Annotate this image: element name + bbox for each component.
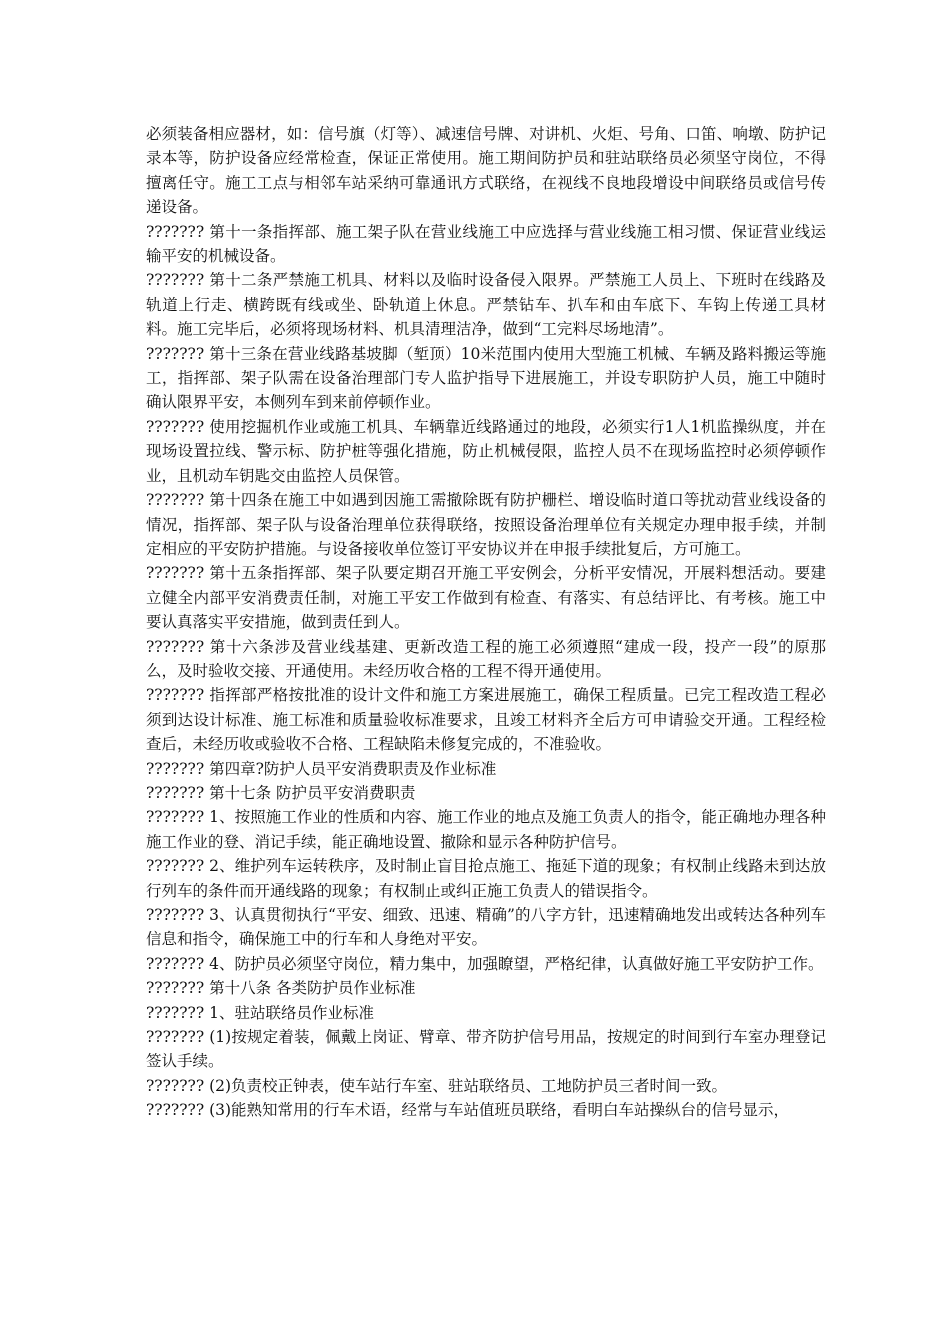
paragraph-duty-2: ??????? 2、维护列车运转秩序，及时制止盲目抢点施工、拖延下道的现象；有权制止线路未到达放行列车的条件而开通线路的现象；有权制止或纠正施工负责人的错误指令。 <box>146 857 826 900</box>
article-18-heading: ??????? 第十八条 各类防护员作业标准 <box>146 979 416 998</box>
paragraph-equipment-requirements: 必须装备相应器材，如：信号旗（灯等）、减速信号牌、对讲机、火炬、号角、口笛、响墩、防护记录本等，防护设备应经常检查，保证正常使用。施工期间防护员和驻站联络员必须坚守岗位，不得擅离任守。施工工点与相邻车站采纳可靠通讯方式联络，在视线不良地段增设中间联络员或信号传递设备。 <box>146 125 826 217</box>
paragraph-standard-3: ??????? (3)能熟知常用的行车术语，经常与车站值班员联络，看明白车站操纵台的信号显示， <box>146 1101 790 1120</box>
paragraph-article-15: ??????? 第十五条指挥部、架子队要定期召开施工平安例会，分析平安情况，开展料想活动。要建立健全内部平安消费责任制，对施工平安工作做到有检查、有落实、有总结评比、有考核。施工中要认真落实平安措施，做到责任到人。 <box>146 564 826 632</box>
paragraph-duty-4: ??????? 4、防护员必须坚守岗位，精力集中，加强瞭望，严格纪律，认真做好施工平安防护工作。 <box>146 954 824 973</box>
paragraph-design-compliance: ??????? 指挥部严格按批准的设计文件和施工方案进展施工，确保工程质量。已完工程改造工程必须到达设计标准、施工标准和质量验收标准要求，且竣工材料齐全后方可申请验交开通。工程经检查后，未经历收或验收不合格、工程缺陷未修复完成的，不准验收。 <box>146 686 826 754</box>
paragraph-standard-1: ??????? (1)按规定着装，佩戴上岗证、臂章、带齐防护信号用品，按规定的时间到行车室办理登记签认手续。 <box>146 1028 826 1071</box>
paragraph-article-11: ??????? 第十一条指挥部、施工架子队在营业线施工中应选择与营业线施工相习惯、保证营业线运输平安的机械设备。 <box>146 222 826 266</box>
paragraph-article-16: ??????? 第十六条涉及营业线基建、更新改造工程的施工必须遵照“建成一段，投产一段”的原那么，及时验收交接、开通使用。未经历收合格的工程不得开通使用。 <box>146 637 826 680</box>
chapter-4-heading: ??????? 第四章?防护人员平安消费职责及作业标准 <box>146 759 497 778</box>
paragraph-duty-1: ??????? 1、按照施工作业的性质和内容、施工作业的地点及施工负责人的指令，能正确地办理各种施工作业的登、消记手续，能正确地设置、撤除和显示各种防护信号。 <box>146 808 826 851</box>
section-station-liaison-heading: ??????? 1、驻站联络员作业标准 <box>146 1003 374 1022</box>
paragraph-article-13: ??????? 第十三条在营业线路基坡脚（堑顶）10米范围内使用大型施工机械、车辆及路料搬运等施工，指挥部、架子队需在设备治理部门专人监护指导下进展施工，并设专职防护人员，施工中随时确认限界平安，本侧列车到来前停顿作业。 <box>146 344 826 412</box>
paragraph-standard-2: ??????? (2)负责校正钟表，使车站行车室、驻站联络员、工地防护员三者时间一致。 <box>146 1076 728 1095</box>
paragraph-excavator-rule: ??????? 使用挖掘机作业或施工机具、车辆靠近线路通过的地段，必须实行1人1机监操纵度，并在现场设置拉线、警示标、防护桩等强化措施，防止机械侵限，监控人员不在现场监控时必须停顿作业，且机动车钥匙交由监控人员保管。 <box>146 417 826 485</box>
article-17-heading: ??????? 第十七条 防护员平安消费职责 <box>146 783 416 802</box>
paragraph-duty-3: ??????? 3、认真贯彻执行“平安、细致、迅速、精确”的八字方针，迅速精确地发出或转达各种列车信息和指令，确保施工中的行车和人身绝对平安。 <box>146 906 826 949</box>
document-body <box>146 122 826 1123</box>
paragraph-article-14: ??????? 第十四条在施工中如遇到因施工需撤除既有防护栅栏、增设临时道口等扰动营业线设备的情况，指挥部、架子队与设备治理单位获得联络，按照设备治理单位有关规定办理申报手续，并制定相应的平安防护措施。与设备接收单位签订平安协议并在申报手续批复后，方可施工。 <box>146 491 826 558</box>
paragraph-article-12: ??????? 第十二条严禁施工机具、材料以及临时设备侵入限界。严禁施工人员上、下班时在线路及轨道上行走、横跨既有线或坐、卧轨道上休息。严禁钻车、扒车和由车底下、车钩上传递工具材料。施工完毕后，必须将现场材料、机具清理洁净，做到“工完料尽场地清”。 <box>146 271 826 339</box>
